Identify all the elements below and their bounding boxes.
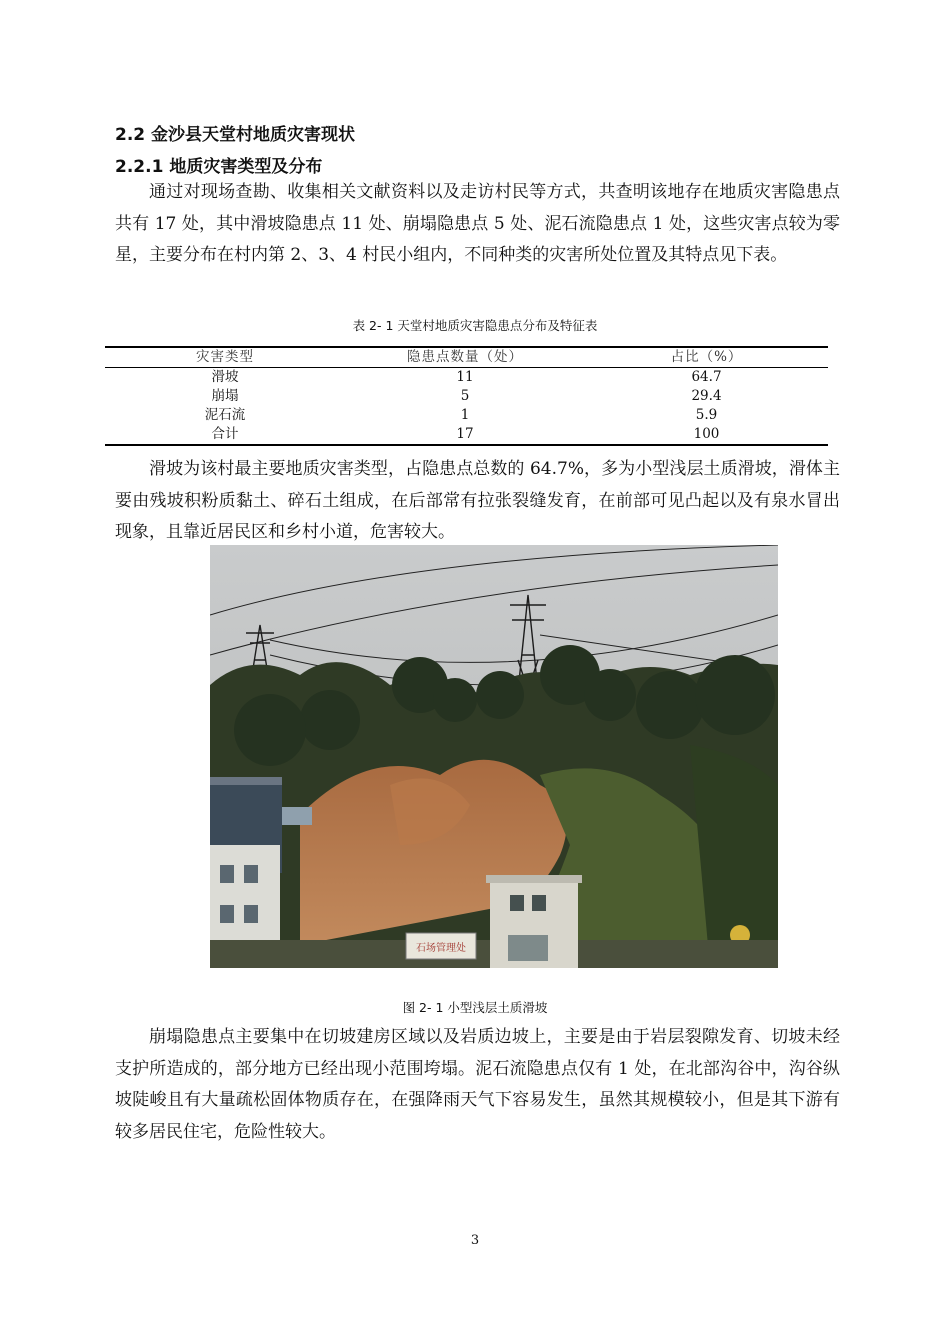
- table-header-row: [105, 347, 828, 368]
- table-cell: 泥石流: [204, 407, 246, 423]
- table-cell: 崩塌: [211, 388, 239, 404]
- table-cell: 5.9: [695, 407, 718, 423]
- table-cell: 17: [456, 426, 474, 442]
- table-cell: 滑坡: [211, 369, 239, 385]
- section-heading: 2.2 金沙县天堂村地质灾害现状: [115, 125, 356, 145]
- table-cell: 合计: [211, 426, 239, 442]
- table-cell: 5: [460, 388, 470, 404]
- page-number: 3: [470, 1233, 480, 1248]
- table-row: [105, 406, 828, 425]
- figure-caption: 图 2- 1 小型浅层土质滑坡: [402, 1000, 548, 1015]
- table-row: [105, 425, 828, 445]
- table-row: [105, 387, 828, 406]
- table-header-type: 灾害类型: [105, 347, 345, 368]
- paragraph-intro: 通过对现场查勘、收集相关文献资料以及走访村民等方式，共查明该地存在地质灾害隐患点共有 17 处，其中滑坡隐患点 11 处、崩塌隐患点 5 处、泥石流隐患点 1 处，这些灾害点较为零星，主要分布在村内第 2、3、4 村民小组内，不同种类的灾害所处位置及其特点见下表。: [115, 182, 840, 265]
- table-row: [105, 368, 828, 388]
- table-header-count: 隐患点数量（处）: [345, 347, 585, 368]
- landslide-photo: [210, 545, 778, 968]
- subsection-heading: 2.2.1 地质灾害类型及分布: [115, 157, 323, 177]
- table-caption: 表 2- 1 天堂村地质灾害隐患点分布及特征表: [352, 318, 598, 333]
- paragraph-landslide: 滑坡为该村最主要地质灾害类型，占隐患点总数的 64.7%，多为小型浅层土质滑坡，滑体主要由残坡积粉质黏土、碎石土组成，在后部常有拉张裂缝发育，在前部可见凸起以及有泉水冒出现象，且靠近居民区和乡村小道，危害较大。: [115, 459, 840, 542]
- paragraph-collapse-debris: 崩塌隐患点主要集中在切坡建房区域以及岩质边坡上，主要是由于岩层裂隙发育、切坡未经支护所造成的，部分地方已经出现小范围垮塌。泥石流隐患点仅有 1 处，在北部沟谷中，沟谷纵坡陡峻且有大量疏松固体物质存在，在强降雨天气下容易发生，虽然其规模较小，但是其下游有较多居民住宅，危险性较大。: [115, 1027, 840, 1142]
- table-cell: 29.4: [691, 388, 722, 404]
- hazard-table: [105, 346, 828, 446]
- table-cell: 100: [693, 426, 720, 442]
- table-cell: 64.7: [691, 369, 722, 385]
- table-header-ratio: 占比（%）: [585, 347, 828, 368]
- table-cell: 11: [456, 369, 474, 385]
- table-cell: 1: [460, 407, 470, 423]
- sign-board-text: 石场管理处: [416, 943, 466, 954]
